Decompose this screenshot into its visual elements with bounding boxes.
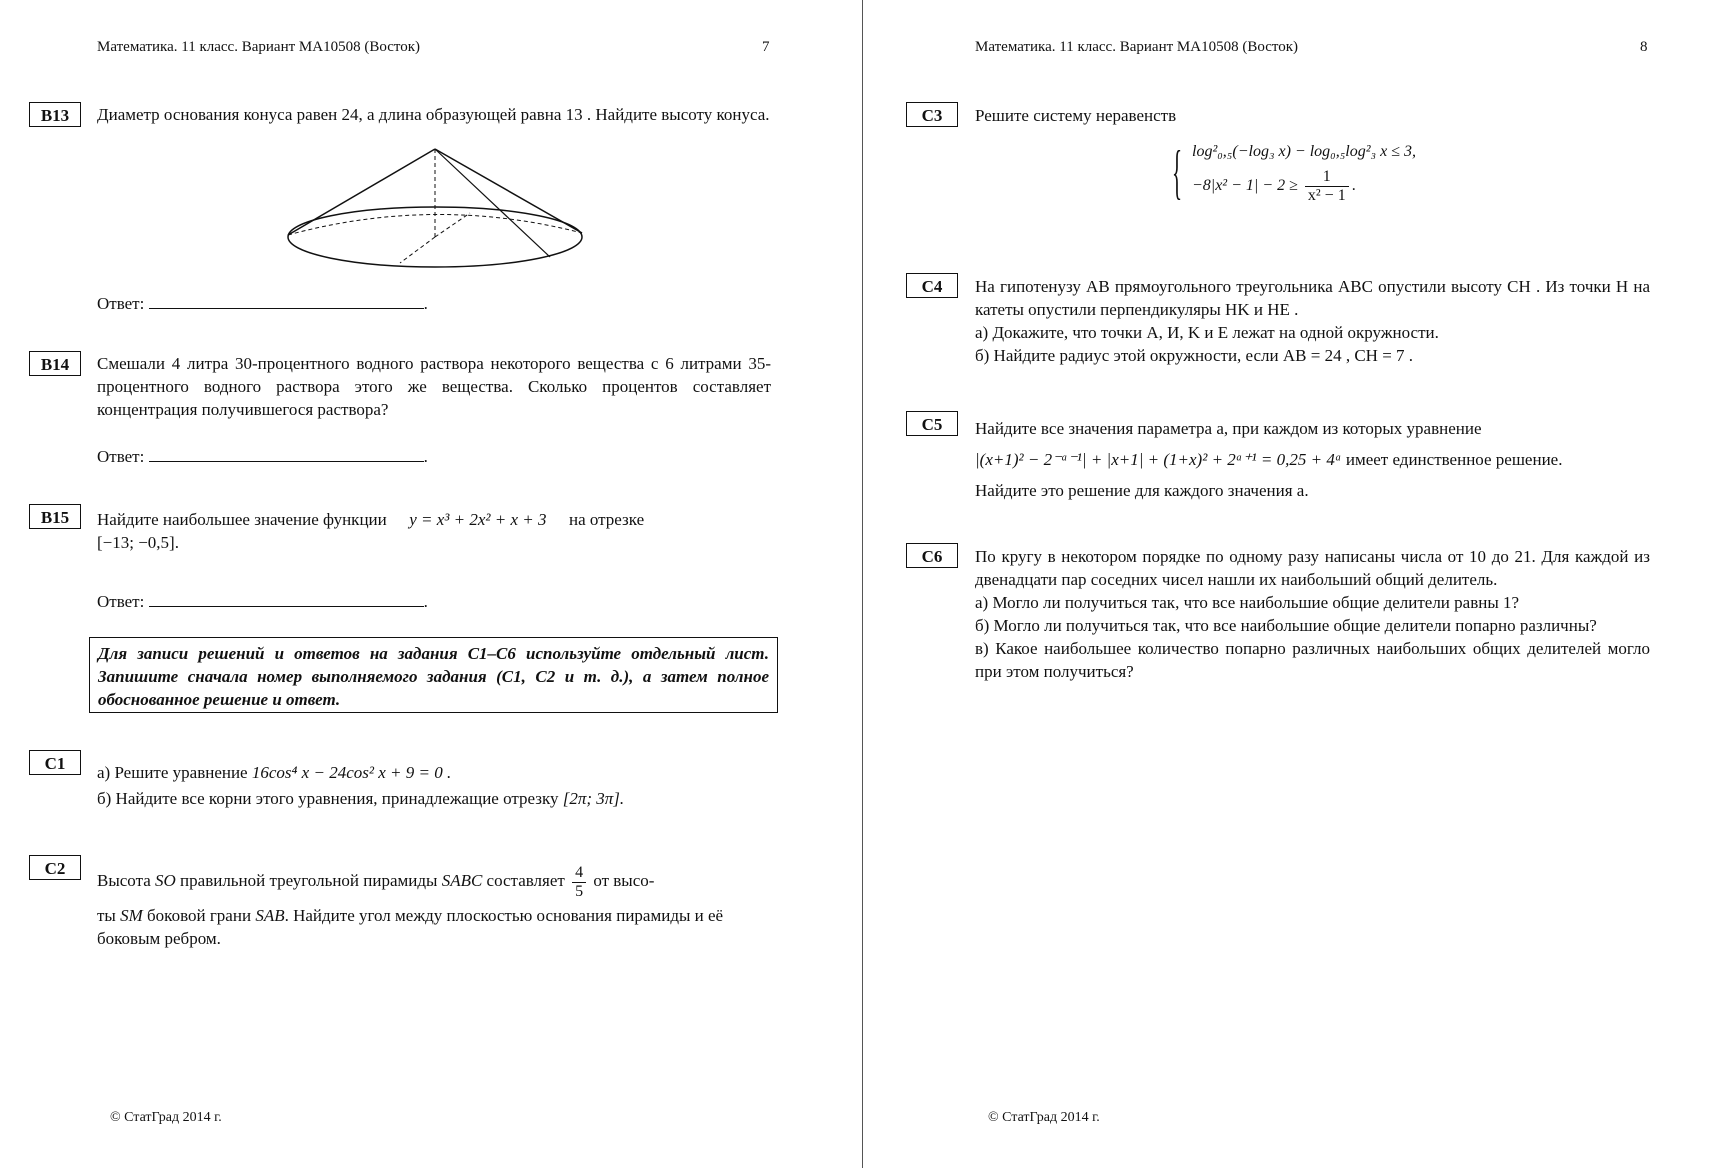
c5-line3: Найдите это решение для каждого значения a. <box>975 481 1309 500</box>
c2-so: SO <box>155 871 176 890</box>
c3-inequality-2-left: −8|x² − 1| − 2 ≥ <box>1192 177 1298 195</box>
answer-line-b15: Ответ: . <box>97 592 428 611</box>
task-tag-b13: B13 <box>29 102 81 127</box>
task-tag-c2: C2 <box>29 855 81 880</box>
answer-label: Ответ: <box>97 447 145 466</box>
page-header: Математика. 11 класс. Вариант МА10508 (Восток) <box>975 39 1298 55</box>
b15-text-before: Найдите наибольшее значение функции <box>97 510 387 529</box>
answer-line-b13: Ответ: . <box>97 294 428 313</box>
b15-formula: y = x³ + 2x² + x + 3 <box>409 510 547 529</box>
answer-line-b14: Ответ: . <box>97 447 428 466</box>
page-footer: © СтатГрад 2014 г. <box>110 1110 222 1125</box>
c2-text: от высо- <box>593 871 655 890</box>
task-text-b15 <box>97 508 771 554</box>
c2-text: боковой грани <box>147 906 252 925</box>
c1-line-b-formula: [2π; 3π]. <box>562 789 625 808</box>
answer-label: Ответ: <box>97 592 145 611</box>
task-text-c3: Решите систему неравенств <box>975 106 1177 125</box>
answer-blank[interactable] <box>149 592 424 607</box>
system-brace: { <box>1172 139 1183 205</box>
c2-sm: SM <box>120 906 143 925</box>
task-tag-b14: B14 <box>29 351 81 376</box>
c4-line2: а) Докажите, что точки A, И, K и E лежат на одной окружности. <box>975 323 1439 342</box>
c3-inequality-2 <box>1192 168 1416 205</box>
c2-text: . Найдите угол между плоскостью основания пирамиды и её боковым ребром. <box>97 906 724 948</box>
c3-inequality-system <box>1172 139 1416 205</box>
c5-formula: |(x+1)² − 2⁻ᵃ⁻¹| + |x+1| + (1+x)² + 2ᵃ⁺¹ = 0,25 + 4ᵃ <box>975 450 1342 469</box>
fraction-numerator: 4 <box>575 863 584 881</box>
cone-figure <box>280 145 590 270</box>
c5-line1: Найдите все значения параметра a, при каждом из которых уравнение <box>975 419 1482 438</box>
page-number: 7 <box>762 39 770 55</box>
c2-text: составляет <box>486 871 565 890</box>
task-tag-c4: C4 <box>906 273 958 298</box>
task-tag-c6: C6 <box>906 543 958 568</box>
task-text-b14: Смешали 4 литра 30-процентного водного раствора некоторого вещества с 6 литрами 35-процентного водного раствора этого же вещества. Сколько процентов составляет концентрация получившегося раствора? <box>97 354 771 419</box>
task-tag-c5: C5 <box>906 411 958 436</box>
task-text-c1 <box>97 760 771 812</box>
c4-line3: б) Найдите радиус этой окружности, если AB = 24 , CH = 7 . <box>975 346 1414 365</box>
page-footer: © СтатГрад 2014 г. <box>988 1110 1100 1125</box>
c5-line2-end: имеет единственное решение. <box>1345 450 1563 469</box>
c4-line1: На гипотенузу AB прямоугольного треугольника ABC опустили высоту CH . Из точки H на катеты опустили перпендикуляры HK и HE . <box>975 277 1650 319</box>
c2-sab: SAB <box>255 906 285 925</box>
c6-line4: в) Какое наибольшее количество попарно различных наибольших общих делителей могло при этом получиться? <box>975 639 1650 681</box>
c3-fraction <box>1305 168 1349 205</box>
task-tag-b15: B15 <box>29 504 81 529</box>
instruction-box: Для записи решений и ответов на задания С1–С6 используйте отдельный лист. Запишите сначала номер выполняемого задания (С1, С2 и т. д.), а затем полное обоснованное решение и ответ. <box>89 637 778 713</box>
task-text-c6 <box>975 545 1650 683</box>
cone-base-hidden <box>288 214 582 235</box>
cone-radius <box>435 213 470 237</box>
c1-line-a-formula: 16cos⁴ x − 24cos² x + 9 = 0 . <box>251 763 452 782</box>
task-tag-c1: C1 <box>29 750 81 775</box>
cone-diameter <box>400 237 435 263</box>
cone-generatrix-slant <box>435 149 550 257</box>
answer-blank[interactable] <box>149 447 424 462</box>
c3-inequality-1 <box>1192 140 1416 164</box>
c6-line3: б) Могло ли получиться так, что все наибольшие общие делители попарно различны? <box>975 616 1597 635</box>
c2-text: ты <box>97 906 116 925</box>
task-tag-c3: C3 <box>906 102 958 127</box>
c6-line1: По кругу в некотором порядке по одному разу написаны числа от 10 до 21. Для каждой из двенадцати пар соседних чисел нашли их наибольший общий делитель. <box>975 547 1650 589</box>
c1-line-a-text: а) Решите уравнение <box>97 763 248 782</box>
task-text-c4 <box>975 275 1650 367</box>
fraction-denominator: 5 <box>572 882 586 901</box>
cone-generatrix-right <box>435 149 582 233</box>
page-number: 8 <box>1640 39 1648 55</box>
c2-text: Высота <box>97 871 151 890</box>
c3-inequality-2-end: . <box>1351 177 1356 195</box>
c3-inequality-1-text: log²₀,₅(−log₃ x) − log₀,₅log²₃ x ≤ 3, <box>1192 143 1416 160</box>
task-text-c5 <box>975 413 1650 506</box>
c2-sabc: SABC <box>441 871 483 890</box>
c2-text: правильной треугольной пирамиды <box>180 871 438 890</box>
b15-interval: [−13; −0,5]. <box>97 533 179 552</box>
answer-label: Ответ: <box>97 294 145 313</box>
b15-text-after: на отрезке <box>569 510 645 529</box>
cone-generatrix-left <box>288 149 435 235</box>
answer-blank[interactable] <box>149 294 424 309</box>
task-text-c2 <box>97 858 771 950</box>
c6-line2: а) Могло ли получиться так, что все наибольшие общие делители равны 1? <box>975 593 1520 612</box>
c1-line-b-text: б) Найдите все корни этого уравнения, принадлежащие отрезку <box>97 789 559 808</box>
task-text-b13: Диаметр основания конуса равен 24, а длина образующей равна 13 . Найдите высоту конуса. <box>97 105 770 124</box>
fraction-numerator: 1 <box>1322 168 1331 185</box>
fraction-denominator: x² − 1 <box>1305 186 1349 205</box>
c2-fraction <box>572 864 586 901</box>
page-header: Математика. 11 класс. Вариант МА10508 (Восток) <box>97 39 420 55</box>
